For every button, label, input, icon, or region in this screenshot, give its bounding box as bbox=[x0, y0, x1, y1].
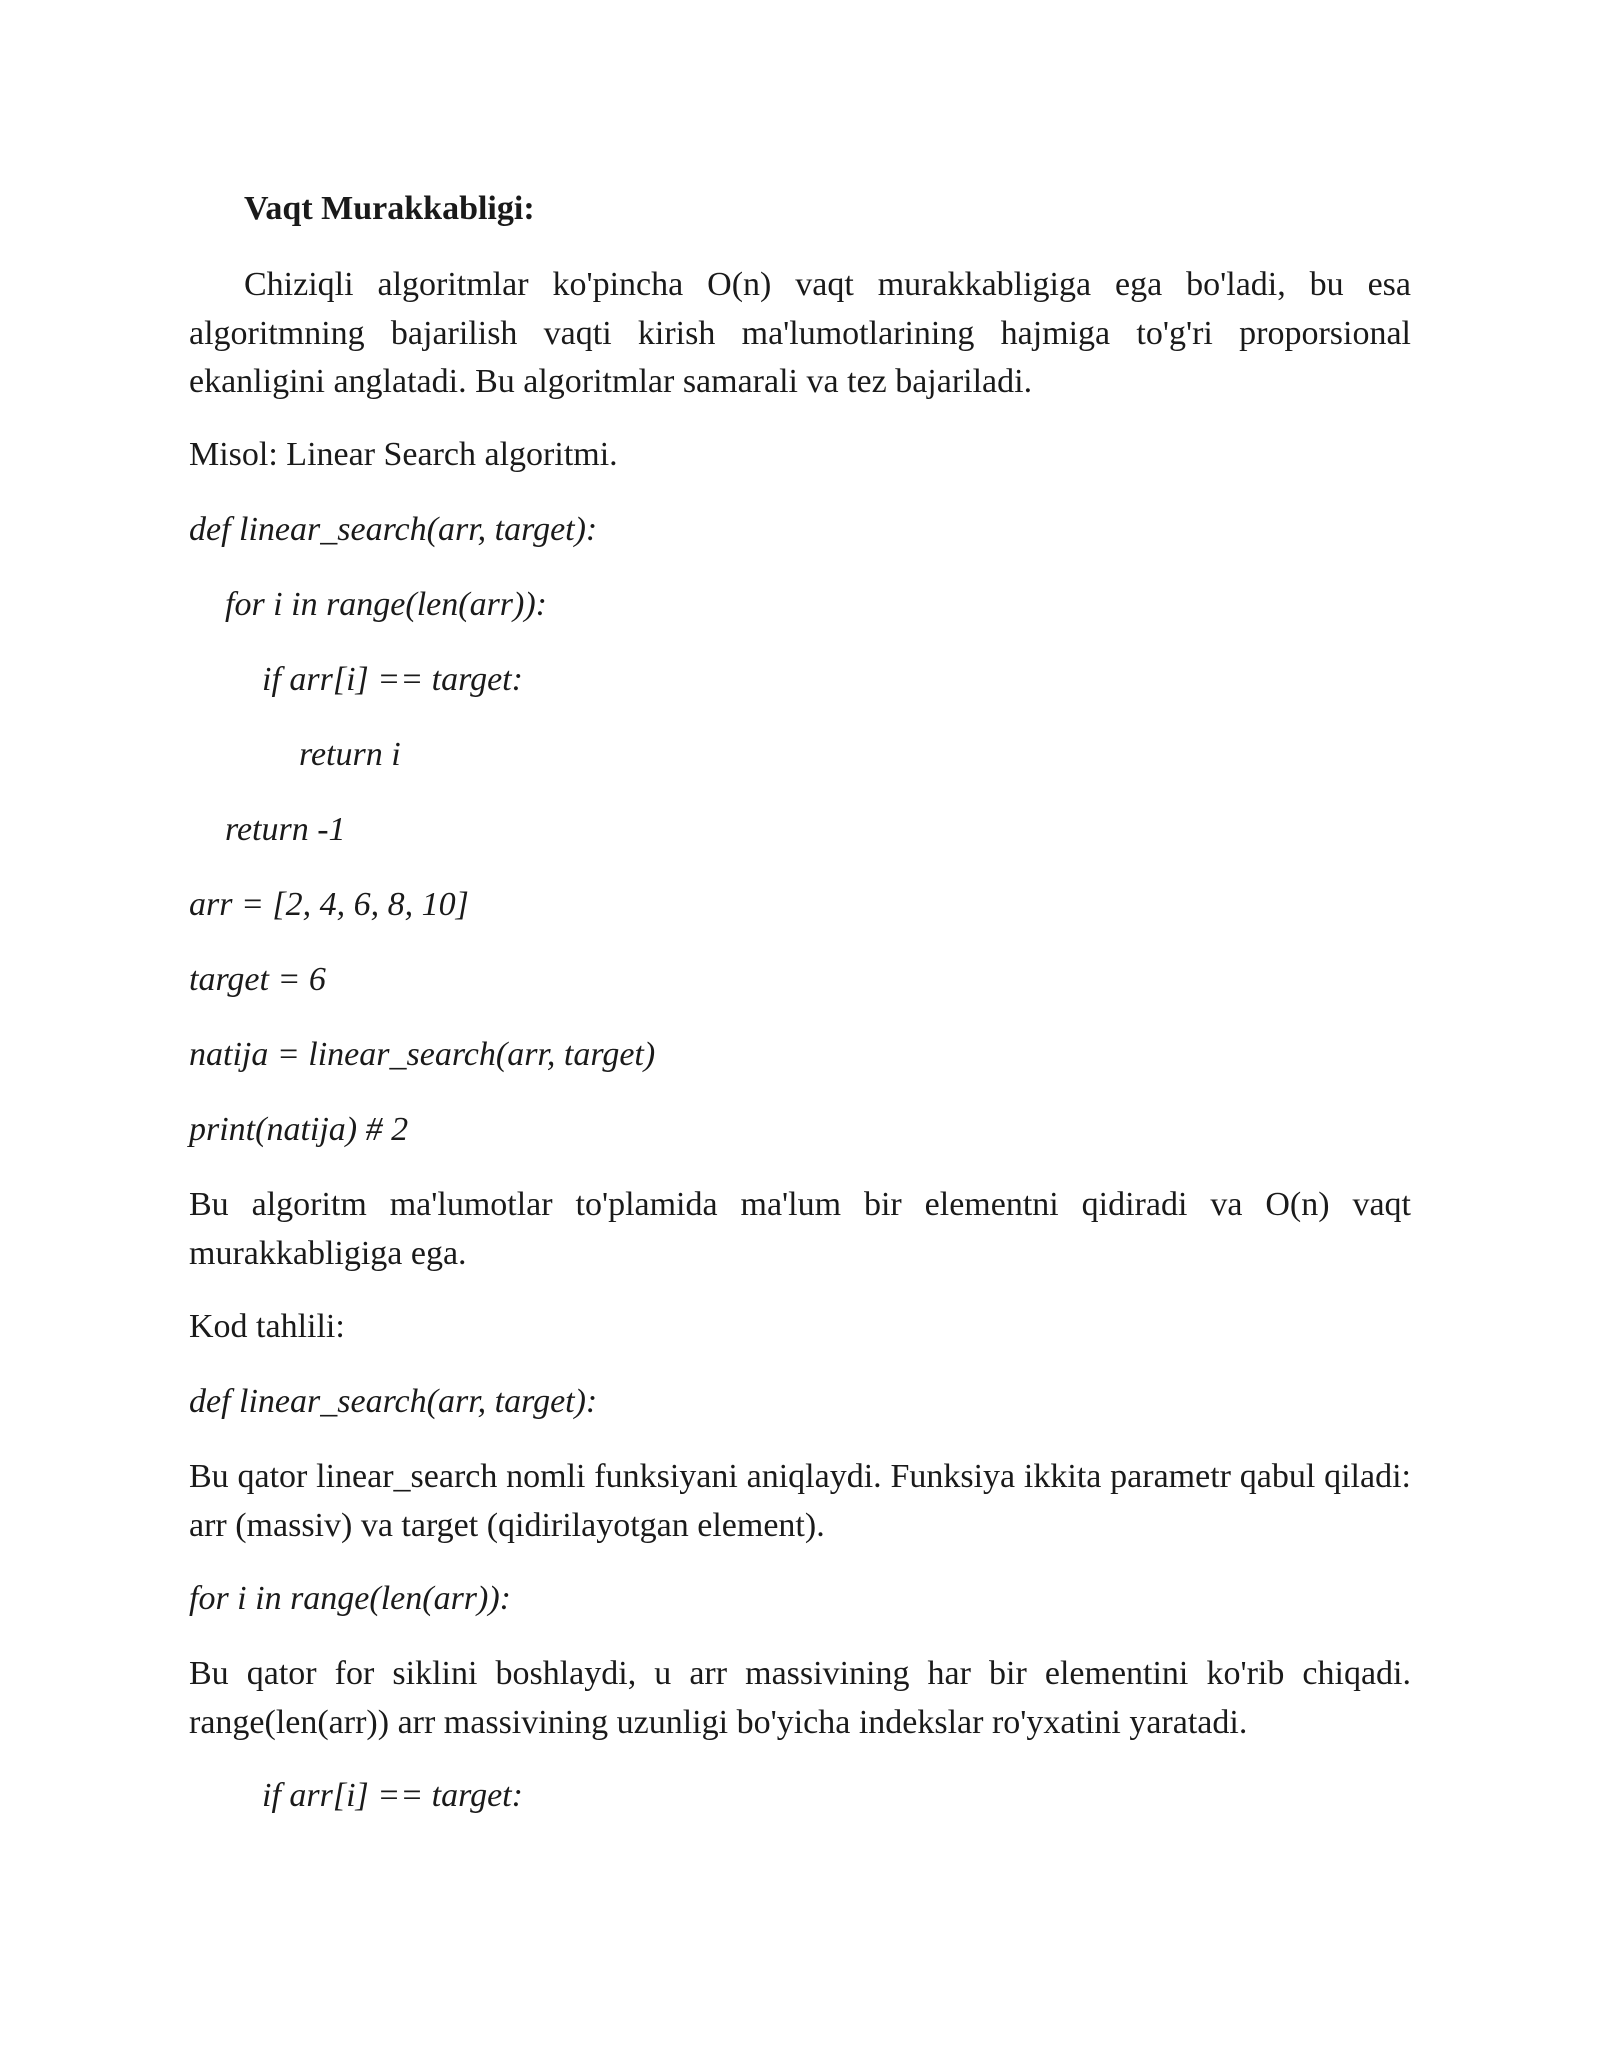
analysis-code-line: for i in range(len(arr)): bbox=[189, 1580, 512, 1617]
analysis-paragraph: Bu qator linear_search nomli funksiyani aniqlaydi. Funksiya ikkita parametr qabul qiladi: arr (massiv) va target (qidirilayotgan element). bbox=[189, 1458, 1411, 1544]
summary-paragraph: Bu algoritm ma'lumotlar to'plamida ma'lum bir elementni qidiradi va O(n) vaqt murakkabligiga ega. bbox=[189, 1186, 1411, 1272]
code-line: natija = linear_search(arr, target) bbox=[189, 1036, 656, 1073]
code-line: for i in range(len(arr)): bbox=[225, 586, 548, 623]
code-line: print(natija) # 2 bbox=[189, 1111, 409, 1148]
analysis-code-line: if arr[i] == target: bbox=[262, 1777, 523, 1814]
code-line: if arr[i] == target: bbox=[262, 661, 523, 698]
section-heading: Vaqt Murakkabligi: bbox=[244, 190, 535, 227]
code-line: def linear_search(arr, target): bbox=[189, 511, 598, 548]
code-line: return -1 bbox=[225, 811, 346, 848]
example-label: Misol: Linear Search algoritmi. bbox=[189, 436, 618, 473]
code-line: return i bbox=[299, 736, 401, 773]
analysis-paragraph: Bu qator for siklini boshlaydi, u arr massivining har bir elementini ko'rib chiqadi. range(len(arr)) arr massivining uzunligi bo'yicha indekslar ro'yxatini yaratadi. bbox=[189, 1655, 1411, 1741]
code-line: target = 6 bbox=[189, 961, 326, 998]
analysis-label: Kod tahlili: bbox=[189, 1308, 345, 1345]
intro-paragraph: Chiziqli algoritmlar ko'pincha O(n) vaqt murakkabligiga ega bo'ladi, bu esa algoritmning bajarilish vaqti kirish ma'lumotlarining hajmiga to'g'ri proporsional ekanligini anglatadi. Bu algoritmlar samarali va tez bajariladi. bbox=[189, 266, 1411, 400]
code-line: arr = [2, 4, 6, 8, 10] bbox=[189, 886, 469, 923]
analysis-code-line: def linear_search(arr, target): bbox=[189, 1383, 598, 1420]
